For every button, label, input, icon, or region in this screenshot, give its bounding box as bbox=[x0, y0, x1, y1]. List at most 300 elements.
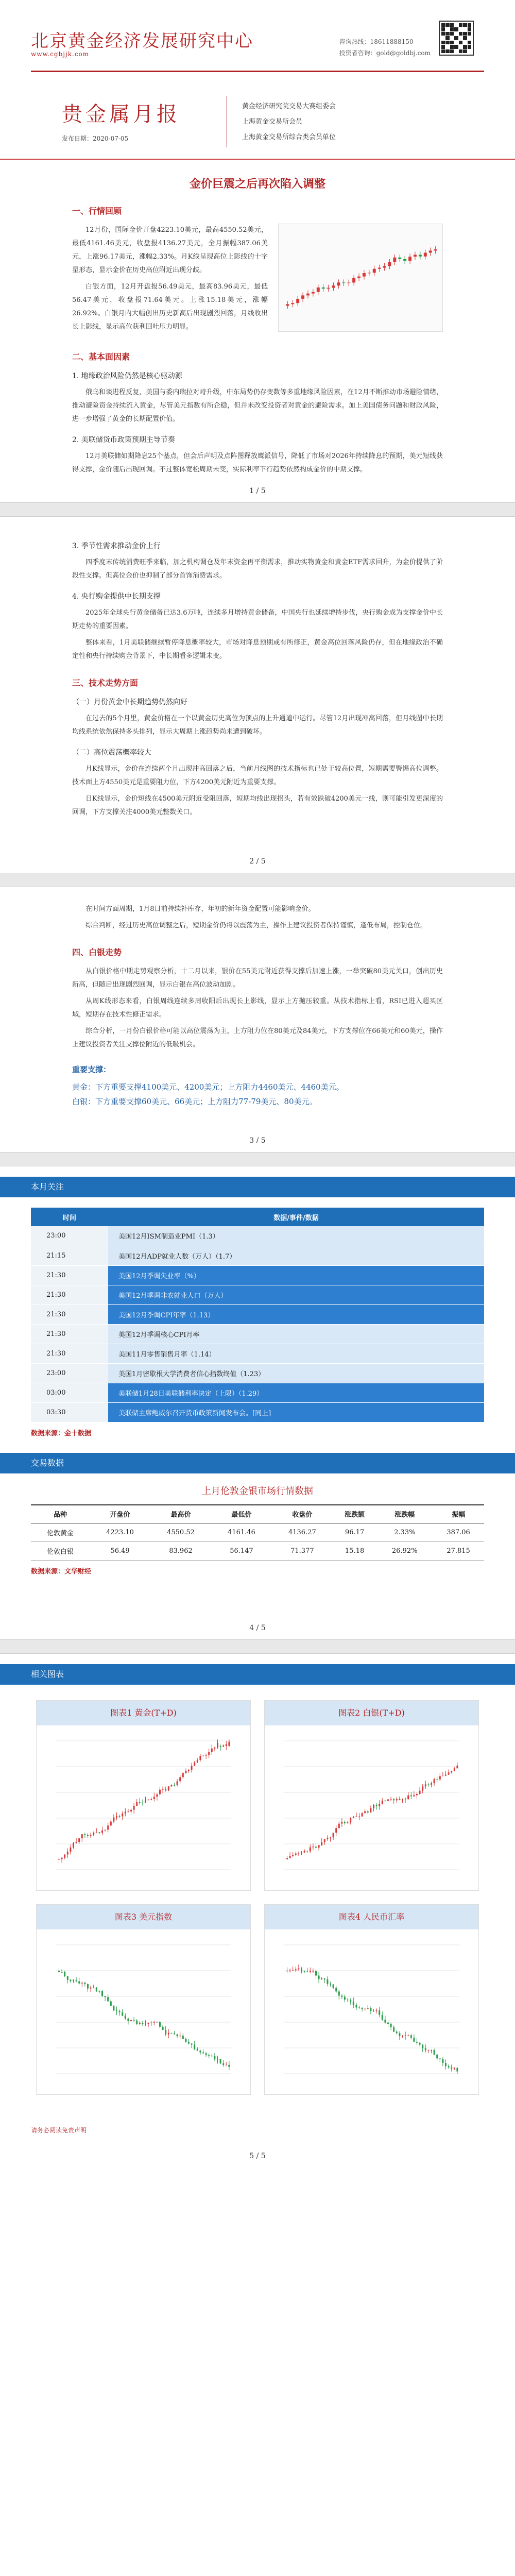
candle-body bbox=[424, 1785, 426, 1787]
candle-body bbox=[202, 2053, 204, 2054]
candle-body bbox=[393, 1799, 394, 1800]
candle-body bbox=[387, 1800, 389, 1801]
candle-body bbox=[66, 1852, 68, 1855]
candle-body bbox=[116, 2010, 117, 2011]
candle-body bbox=[433, 1779, 435, 1783]
candle-body bbox=[159, 1790, 161, 1794]
candle-body bbox=[133, 2020, 134, 2021]
candle-body bbox=[228, 1742, 230, 1746]
md-row bbox=[31, 1523, 484, 1542]
candle-body bbox=[445, 2063, 447, 2066]
candle-body bbox=[191, 1766, 192, 1770]
candle-body bbox=[306, 1971, 308, 1972]
candle-body bbox=[416, 1794, 418, 1795]
candle-body bbox=[301, 295, 304, 299]
candle-body bbox=[122, 2012, 123, 2015]
candle-body bbox=[194, 2045, 195, 2049]
candle-body bbox=[196, 1760, 198, 1762]
col-event: 数据/事件/数据 bbox=[108, 1208, 484, 1226]
candle-body bbox=[378, 268, 381, 269]
article-body bbox=[0, 517, 515, 819]
event-row bbox=[31, 1344, 484, 1363]
event-desc: 美国11月零售销售月率（1.14） bbox=[108, 1344, 484, 1363]
candle-body bbox=[453, 2068, 455, 2069]
candle-body bbox=[327, 1979, 328, 1984]
candle-body bbox=[383, 266, 386, 267]
candle-body bbox=[375, 2010, 377, 2011]
candle-body bbox=[289, 1856, 290, 1858]
candle-body bbox=[139, 2023, 140, 2024]
event-row bbox=[31, 1304, 484, 1324]
chart-title: 图表1 黄金(T+D) bbox=[37, 1701, 250, 1725]
candle-body bbox=[222, 1745, 224, 1747]
page-number: 2 / 5 bbox=[249, 857, 266, 866]
paragraph: 从周K线形态来看，白银周线连续多周收阳后出现长上影线，显示上方抛压较重。从技术指标上看，RSI已进入超买区域，短期存在技术性修正需求。 bbox=[72, 997, 443, 1019]
event-desc: 美联储主席鲍威尔召开货币政策新闻发布会。[同上] bbox=[108, 1402, 484, 1422]
candle-body bbox=[306, 294, 310, 296]
candle-body bbox=[174, 1785, 175, 1786]
candle-body bbox=[330, 1837, 331, 1838]
candle-body bbox=[93, 1833, 94, 1835]
report-title: 贵金属月报 bbox=[62, 103, 180, 126]
candle-body bbox=[81, 1983, 82, 1984]
md-cell: 26.92% bbox=[376, 1542, 433, 1561]
candle-body bbox=[156, 2022, 158, 2023]
event-time: 21:30 bbox=[31, 1304, 108, 1324]
paragraph: 俄乌和谈进程反复，美国与委内瑞拉对峙升级，中东局势仍存变数等多重地缘风险因素，在12月不断推动市场避险情绪，推动避险资金持续流入黄金，尽管美元指数有所企稳，但并未改变投资者对黄金的避险需求。加上美国债务问题和财政风险，进一步增强了黄金的长期配置价值。 bbox=[72, 388, 443, 423]
md-cell: 71.377 bbox=[272, 1542, 333, 1561]
candle-body bbox=[429, 250, 432, 252]
candle-body bbox=[298, 1969, 299, 1970]
report-date: 发布日期：2020-07-05 bbox=[62, 135, 129, 142]
md-cell: 4223.10 bbox=[90, 1523, 150, 1542]
md-col-header: 收盘价 bbox=[272, 1505, 333, 1523]
candle-body bbox=[399, 1799, 400, 1800]
event-desc: 美国12月季调非农就业人口（万人） bbox=[108, 1285, 484, 1304]
candle-body bbox=[214, 2056, 215, 2059]
candle-body bbox=[367, 1811, 368, 1812]
candle-body bbox=[393, 258, 396, 262]
candle-body bbox=[176, 1781, 178, 1785]
candle-body bbox=[422, 1786, 423, 1790]
candle-body bbox=[384, 2020, 386, 2023]
candle-body bbox=[139, 1802, 140, 1803]
md-cell: 387.06 bbox=[433, 1523, 484, 1542]
candle-body bbox=[381, 1801, 383, 1804]
candle-body bbox=[312, 1971, 314, 1972]
candle-body bbox=[419, 255, 422, 256]
event-desc: 美国1月密歇根大学消费者信心指数终值（1.23） bbox=[108, 1363, 484, 1383]
candle-body bbox=[165, 2030, 166, 2035]
col-time: 时间 bbox=[31, 1208, 108, 1226]
charts-bar: 相关图表 bbox=[0, 1664, 515, 1685]
events-bar: 本月关注 bbox=[0, 1177, 515, 1197]
candle-body bbox=[295, 1969, 296, 1970]
candle-body bbox=[436, 2055, 438, 2059]
candle-body bbox=[321, 1978, 322, 1979]
candle-body bbox=[439, 2058, 440, 2059]
candle-body bbox=[439, 1776, 440, 1780]
candle-body bbox=[361, 2008, 363, 2009]
candle-body bbox=[73, 1980, 74, 1981]
article-body bbox=[0, 175, 515, 477]
md-cell: 15.18 bbox=[333, 1542, 377, 1561]
candle-body bbox=[225, 1744, 227, 1746]
candle-body bbox=[116, 1816, 117, 1818]
event-row bbox=[31, 1285, 484, 1304]
page-number: 5 / 5 bbox=[249, 2152, 266, 2160]
section-heading: 一、行情回顾 bbox=[72, 206, 122, 216]
candle-body bbox=[341, 1822, 342, 1824]
candle-body bbox=[194, 1762, 195, 1766]
chart-title: 图表4 人民币汇率 bbox=[265, 1905, 478, 1929]
candle-body bbox=[130, 1810, 132, 1811]
candle-body bbox=[110, 1821, 111, 1825]
candle-body bbox=[107, 1825, 109, 1829]
candle-body bbox=[410, 2035, 411, 2038]
candle-body bbox=[199, 2050, 201, 2052]
candle-body bbox=[453, 1768, 455, 1771]
candle-body bbox=[87, 1835, 89, 1836]
candle-body bbox=[127, 2019, 129, 2021]
candle-body bbox=[185, 2039, 186, 2042]
candle-body bbox=[182, 1773, 183, 1777]
subsection-heading: 3. 季节性需求推动金价上行 bbox=[72, 542, 161, 550]
candle-body bbox=[70, 1980, 71, 1981]
page-number: 4 / 5 bbox=[249, 1624, 266, 1632]
candle-body bbox=[433, 2050, 435, 2055]
page-3 bbox=[0, 887, 515, 1152]
candle-body bbox=[379, 1804, 380, 1806]
candle-body bbox=[205, 2053, 207, 2055]
candle-body bbox=[434, 249, 437, 250]
page-4 bbox=[0, 1166, 515, 1639]
section-heading: 二、基本面因素 bbox=[72, 352, 130, 362]
md-cell: 2.33% bbox=[376, 1523, 433, 1542]
candle-body bbox=[413, 2038, 415, 2042]
candle-body bbox=[442, 2059, 443, 2063]
candle-body bbox=[73, 1843, 74, 1848]
candle-body bbox=[170, 1785, 172, 1787]
candle-body bbox=[188, 1770, 190, 1771]
gold-candlestick-chart bbox=[278, 224, 443, 332]
candle-body bbox=[347, 282, 350, 283]
candle-body bbox=[84, 1834, 85, 1835]
candle-body bbox=[217, 2059, 218, 2060]
candle-body bbox=[318, 1845, 319, 1848]
event-row bbox=[31, 1324, 484, 1344]
candle-body bbox=[289, 1971, 290, 1972]
marketdata-table bbox=[31, 1504, 484, 1561]
event-desc: 美国12月季调核心CPI月率 bbox=[108, 1324, 484, 1344]
event-time: 21:30 bbox=[31, 1265, 108, 1285]
candle-body bbox=[388, 262, 391, 266]
md-col-header: 品种 bbox=[31, 1505, 90, 1523]
candle-body bbox=[373, 269, 376, 273]
candle-body bbox=[66, 1976, 68, 1980]
candle-body bbox=[75, 1980, 77, 1981]
candle-body bbox=[407, 2035, 409, 2036]
candle-body bbox=[312, 1846, 314, 1847]
candle-body bbox=[142, 2023, 143, 2024]
candle-body bbox=[416, 2042, 418, 2043]
candle-body bbox=[95, 1832, 97, 1833]
md-cell: 56.49 bbox=[90, 1542, 150, 1561]
candle-body bbox=[445, 1775, 447, 1776]
candle-body bbox=[118, 1816, 120, 1817]
candle-body bbox=[104, 1829, 106, 1830]
letterhead bbox=[0, 0, 515, 77]
candle-body bbox=[136, 1802, 138, 1806]
candle-body bbox=[312, 292, 315, 294]
candle-body bbox=[399, 2033, 400, 2036]
candle-body bbox=[424, 253, 427, 257]
candle-body bbox=[176, 2035, 178, 2036]
candle-body bbox=[387, 2023, 389, 2024]
candle-body bbox=[370, 2008, 371, 2011]
candle-body bbox=[153, 1797, 154, 1799]
candle-body bbox=[352, 1817, 354, 1818]
candle-body bbox=[303, 1971, 305, 1972]
candle-body bbox=[410, 1795, 411, 1797]
candle-body bbox=[370, 1808, 371, 1812]
paragraph: 综合判断，经过历史高位调整之后，短期金价仍将以震荡为主，操作上建议投资者保持谨慎，逢低布局，控制仓位。 bbox=[85, 922, 427, 929]
candle-body bbox=[327, 288, 330, 289]
subsection-heading: （二）高位震荡概率较大 bbox=[72, 749, 151, 757]
candle-body bbox=[211, 1749, 212, 1752]
candle-body bbox=[448, 1772, 449, 1774]
candle-body bbox=[147, 2023, 149, 2024]
candle-body bbox=[309, 1848, 311, 1852]
candle-body bbox=[110, 2001, 111, 2006]
footer-note: 请务必阅读免责声明 bbox=[31, 2127, 87, 2134]
candle-body bbox=[352, 2002, 354, 2005]
candle-body bbox=[58, 1859, 60, 1860]
event-row bbox=[31, 1246, 484, 1265]
candle-body bbox=[58, 1971, 60, 1972]
candle-body bbox=[133, 1806, 134, 1809]
candle-body bbox=[381, 2015, 383, 2020]
candle-body bbox=[301, 1969, 302, 1971]
candle-body bbox=[390, 2024, 391, 2027]
md-col-header: 开盘价 bbox=[90, 1505, 150, 1523]
paragraph: 在过去的5个月里，黄金价格在一个以黄金历史高位为顶点的上升通道中运行。尽管12月出现冲高回落，但月线图中长期均线系统依然保持多头排列，显示大周期上涨趋势尚未遭到破坏。 bbox=[72, 715, 443, 736]
candle-body bbox=[332, 1833, 334, 1837]
gold-levels: 黄金：下方重要支撑4100美元、4200美元；上方阻力4460美元、4460美元。 bbox=[72, 1082, 344, 1092]
candle-body bbox=[286, 304, 289, 306]
candle-body bbox=[84, 1983, 85, 1984]
candle-body bbox=[436, 1779, 438, 1780]
candle-body bbox=[337, 282, 340, 285]
candle-body bbox=[315, 1971, 317, 1976]
candle-body bbox=[70, 1848, 71, 1852]
report-header bbox=[0, 77, 515, 160]
candle-body bbox=[162, 2027, 163, 2030]
events-table bbox=[31, 1208, 484, 1422]
md-col-header: 最高价 bbox=[150, 1505, 211, 1523]
event-row bbox=[31, 1402, 484, 1422]
candle-body bbox=[342, 282, 345, 283]
candle-body bbox=[167, 1786, 169, 1790]
paragraph: 白银方面，12月开盘报56.49美元，最高83.96美元，最低56.47美元，收盘报71.64美元。上涨15.18美元，涨幅26.92%。白银月内大幅创出历史新高后出现剧烈回落，月线收出长上影线，显示高位获利回吐压力明显。 bbox=[72, 283, 268, 331]
candle-body bbox=[127, 1811, 129, 1812]
candle-body bbox=[335, 1988, 337, 1991]
candle-body bbox=[408, 257, 411, 261]
org-site[interactable]: www.cgbjjk.com bbox=[31, 50, 90, 58]
charts-grid bbox=[36, 1700, 479, 2095]
candle-body bbox=[179, 1777, 181, 1782]
candle-body bbox=[448, 2066, 449, 2067]
page-1 bbox=[0, 0, 515, 502]
candle-body bbox=[191, 2044, 192, 2045]
subsection-heading: （一）月份黄金中长期趋势仍然向好 bbox=[72, 698, 187, 706]
candle-body bbox=[322, 287, 325, 289]
price-chart bbox=[274, 1935, 470, 2089]
candle-body bbox=[124, 1812, 126, 1814]
candle-body bbox=[379, 2010, 380, 2015]
focus-heading: 重要支撑： bbox=[72, 1065, 111, 1074]
candle-body bbox=[398, 258, 401, 259]
candle-body bbox=[199, 1756, 201, 1760]
candle-body bbox=[338, 1991, 339, 1995]
candle-body bbox=[367, 2008, 368, 2009]
paragraph: 整体来看，1月美联储继续暂停降息概率较大，市场对降息预期或有所修正，黄金高位回落风险仍存，但在地缘政治不确定性和央行持续购金背景下，中长期看多逻辑未变。 bbox=[72, 639, 443, 660]
event-time: 23:00 bbox=[31, 1226, 108, 1246]
candle-body bbox=[344, 1822, 346, 1823]
price-chart bbox=[46, 1731, 242, 1885]
event-desc: 美国12月ADP就业人数（万人）（1.7） bbox=[108, 1246, 484, 1265]
event-row bbox=[31, 1383, 484, 1402]
subsection-heading: 1. 地缘政治风险仍然是核心驱动源 bbox=[72, 372, 182, 380]
event-desc: 美国12月季调失业率（%） bbox=[108, 1265, 484, 1285]
page-number: 3 / 5 bbox=[249, 1137, 266, 1145]
section-heading: 四、白银走势 bbox=[72, 947, 122, 957]
candle-body bbox=[350, 2000, 351, 2002]
events-box bbox=[31, 1208, 484, 1437]
candle-body bbox=[413, 1795, 415, 1796]
chart-card bbox=[36, 1700, 251, 1891]
chart-title: 图表2 白银(T+D) bbox=[265, 1701, 478, 1725]
events-source: 数据来源：金十数据 bbox=[31, 1429, 92, 1437]
candle-body bbox=[323, 1839, 325, 1842]
candle-body bbox=[104, 1996, 106, 1997]
candle-body bbox=[390, 1799, 391, 1800]
section-heading: 三、技术走势方面 bbox=[72, 678, 139, 688]
event-row bbox=[31, 1265, 484, 1285]
candle-body bbox=[451, 1771, 452, 1772]
event-time: 21:30 bbox=[31, 1285, 108, 1304]
candle-body bbox=[64, 1855, 65, 1858]
candle-body bbox=[182, 2036, 183, 2039]
candle-body bbox=[318, 1976, 319, 1979]
candle-body bbox=[456, 2068, 458, 2072]
email-address[interactable]: gold@goldbj.com bbox=[376, 49, 431, 57]
candle-body bbox=[332, 285, 335, 287]
candle-body bbox=[159, 2022, 161, 2027]
candle-body bbox=[78, 1981, 80, 1984]
candle-body bbox=[393, 2027, 394, 2032]
candle-body bbox=[130, 2020, 132, 2021]
candle-body bbox=[153, 2022, 154, 2023]
md-cell: 4136.27 bbox=[272, 1523, 333, 1542]
paragraph: 从白银价格中期走势观察分析，十二月以来，银价在55美元附近获得支撑后加速上涨，一举突破80美元关口，创出历史新高，但随后出现剧烈回调，显示白银在高位波动加剧。 bbox=[72, 968, 443, 989]
candle-body bbox=[124, 2015, 126, 2019]
subsection-heading: 4. 央行购金提供中长期支撑 bbox=[72, 592, 161, 601]
paragraph: 综合分析，一月份白银价格可能以高位震荡为主，上方阻力位在80美元及84美元，下方支撑位在66美元和60美元，操作上建议投资者关注支撑位附近的低吸机会。 bbox=[72, 1027, 443, 1048]
price-chart bbox=[274, 1731, 470, 1885]
contact-info bbox=[339, 36, 431, 59]
candle-body bbox=[321, 1842, 322, 1845]
candle-body bbox=[156, 1794, 158, 1797]
candle-body bbox=[90, 1835, 91, 1836]
page-5 bbox=[0, 1654, 515, 2167]
candle-body bbox=[396, 1799, 397, 1801]
report-org-list: 黄金经济研究院交易大赛组委会 上海黄金交易所会员 上海黄金交易所综合类会员单位 bbox=[242, 103, 336, 141]
event-row bbox=[31, 1226, 484, 1246]
candle-body bbox=[98, 1832, 100, 1833]
md-row bbox=[31, 1542, 484, 1561]
candle-body bbox=[363, 273, 366, 277]
candle-body bbox=[361, 1813, 363, 1817]
candle-body bbox=[375, 1805, 377, 1806]
candle-body bbox=[419, 2043, 420, 2045]
price-chart bbox=[46, 1935, 242, 2089]
candle-body bbox=[338, 1824, 339, 1828]
page-number: 1 / 5 bbox=[249, 487, 266, 495]
candle-body bbox=[214, 1748, 215, 1749]
candle-body bbox=[424, 2048, 426, 2050]
candle-body bbox=[344, 1997, 346, 2000]
candle-body bbox=[295, 1854, 296, 1855]
candle-body bbox=[402, 1799, 403, 1800]
paragraph: 在时间方面周期，1月8日前持续补库存，年初的新年资金配置可能影响金价。 bbox=[85, 905, 315, 913]
candle-body bbox=[118, 2011, 120, 2012]
candle-body bbox=[107, 1997, 109, 2001]
email-label: 投资者咨询： bbox=[339, 49, 376, 57]
candle-body bbox=[309, 1971, 311, 1972]
candle-body bbox=[150, 1799, 152, 1800]
candle-body bbox=[301, 1853, 302, 1854]
candle-body bbox=[330, 1984, 331, 1985]
event-time: 21:30 bbox=[31, 1324, 108, 1344]
candle-body bbox=[335, 1828, 337, 1833]
candle-body bbox=[431, 1783, 432, 1785]
org-name: 北京黄金经济发展研究中心 bbox=[31, 31, 253, 52]
candle-body bbox=[407, 1795, 409, 1800]
candle-body bbox=[296, 299, 299, 303]
event-time: 21:15 bbox=[31, 1246, 108, 1265]
marketdata-title: 上月伦敦金银市场行情数据 bbox=[202, 1485, 313, 1497]
event-desc: 美联储1月28日美联储利率决定（上限）（1.29） bbox=[108, 1383, 484, 1402]
marketdata-source: 数据来源：文华财经 bbox=[31, 1568, 92, 1575]
phone-number: 18611888150 bbox=[370, 38, 414, 45]
candle-body bbox=[167, 2033, 169, 2035]
event-row bbox=[31, 1363, 484, 1383]
candle-body bbox=[162, 1789, 163, 1790]
article-body bbox=[0, 887, 515, 1109]
candle-body bbox=[122, 1814, 123, 1816]
candle-body bbox=[196, 2049, 198, 2050]
md-col-header: 最低价 bbox=[211, 1505, 272, 1523]
candle-body bbox=[403, 259, 406, 261]
candle-body bbox=[64, 1972, 65, 1976]
candle-body bbox=[350, 1818, 351, 1823]
marketdata-bar: 交易数据 bbox=[0, 1453, 515, 1473]
candle-body bbox=[341, 1996, 342, 1997]
chart-title: 图表3 美元指数 bbox=[37, 1905, 250, 1929]
md-cell: 96.17 bbox=[333, 1523, 377, 1542]
candle-body bbox=[87, 1984, 89, 1989]
